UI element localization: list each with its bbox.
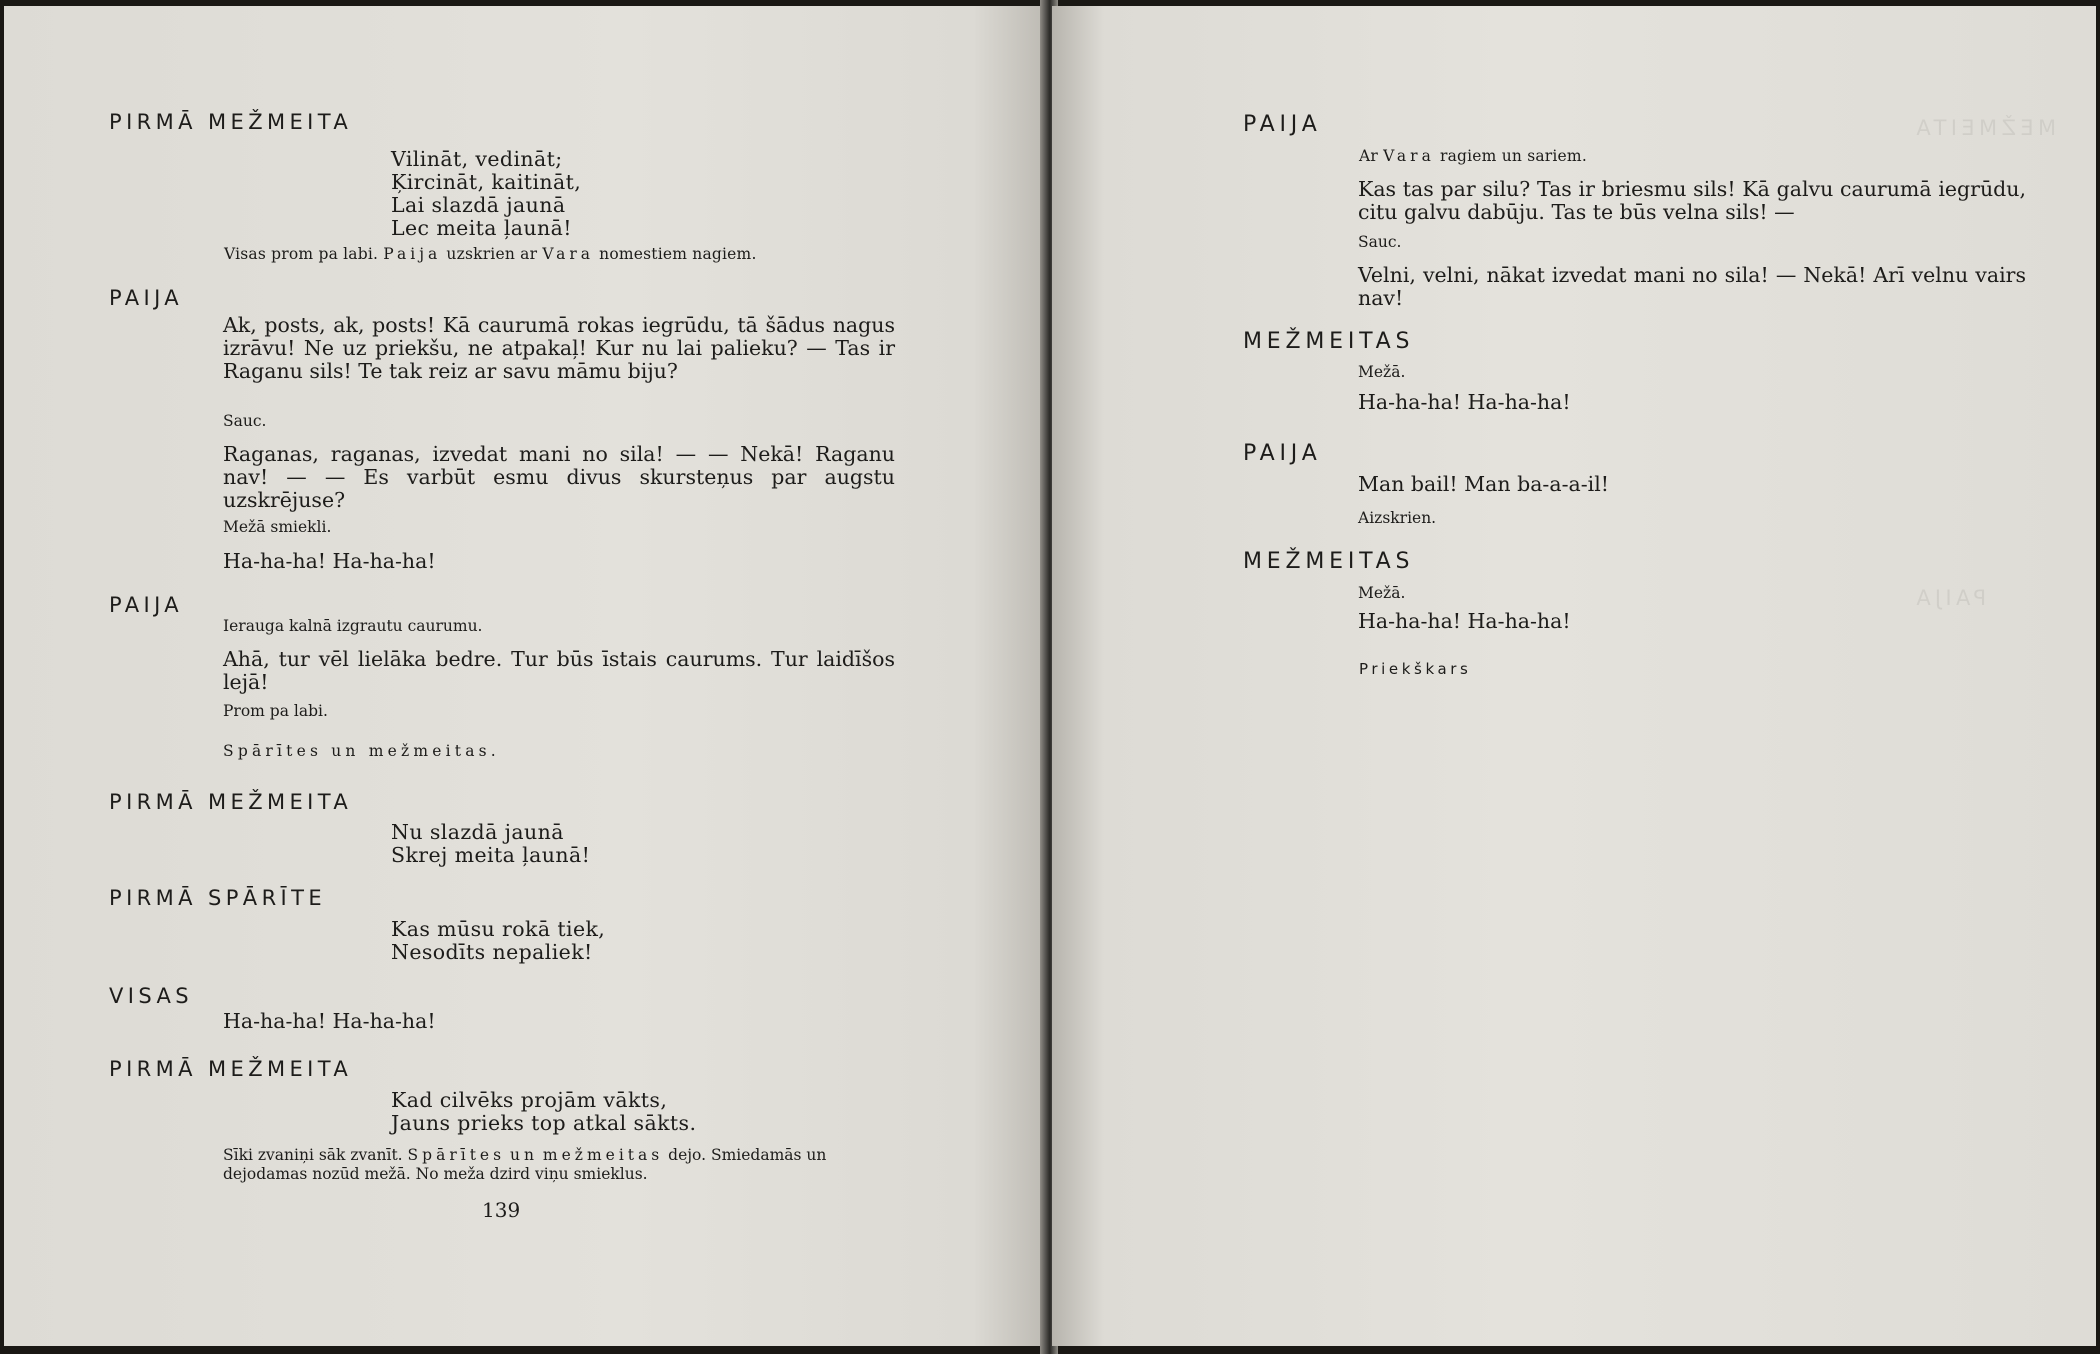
page-number: 139: [482, 1198, 521, 1222]
verse-lines: [391, 821, 590, 867]
curtain-heading: Priekškars: [1359, 660, 1472, 678]
speaker-name: PAIJA: [1243, 112, 1322, 137]
verse-lines: [391, 918, 605, 964]
show-through: PAIJA: [1912, 586, 1987, 610]
stage-direction: Ar Vara ragiem un sariem.: [1359, 147, 1587, 165]
verse-line: Skrej meita ļaunā!: [391, 843, 591, 867]
speaker-name: PAIJA: [109, 593, 184, 617]
verse-line: Nu slazdā jaunā: [391, 820, 564, 844]
stage-direction: Prom pa labi.: [223, 702, 328, 720]
verse-line: Jauns prieks top atkal sākts.: [391, 1111, 697, 1135]
stage-direction: Visas prom pa labi. Paija uzskrien ar Vara nomestiem nagiem.: [224, 245, 757, 263]
right-page: [1052, 6, 2096, 1346]
stage-direction: Mežā smiekli.: [223, 518, 332, 536]
dialogue-text: Raganas, raganas, izvedat mani no sila! — — Nekā! Raganu nav! — — Es varbūt esmu divus skursteņus par augstu uzskrējuse?: [223, 442, 895, 512]
speaker-name: VISAS: [109, 984, 193, 1008]
show-through: MEŽMEITA: [1912, 116, 2057, 140]
dialogue-text: Ahā, tur vēl lielāka bedre. Tur būs īstais caurums. Tur laidīšos lejā!: [223, 647, 895, 694]
speaker-name: PIRMĀ MEŽMEITA: [109, 110, 353, 134]
stage-direction: Mežā.: [1358, 584, 1406, 602]
dialogue-text: Ha-ha-ha! Ha-ha-ha!: [1358, 390, 1571, 414]
speaker-name: PAIJA: [109, 286, 184, 310]
stage-direction: Sīki zvaniņi sāk zvanīt. Spārītes un mežmeitas dejo. Smiedamās un dejodamas nozūd mežā. No meža dzird viņu smieklus.: [223, 1146, 827, 1183]
verse-line: Vilināt, vedināt;: [391, 147, 563, 171]
speaker-name: MEŽMEITAS: [1243, 549, 1415, 574]
verse-line: Nesodīts nepaliek!: [391, 940, 593, 964]
verse-lines: [391, 1089, 696, 1135]
dialogue-text: Kas tas par silu? Tas ir briesmu sils! Kā galvu caurumā iegrūdu, citu galvu dabūju. Tas te būs velna sils! —: [1358, 177, 2026, 224]
dialogue-text: Man bail! Man ba-a-a-il!: [1358, 472, 1609, 496]
speaker-name: PIRMĀ SPĀRĪTE: [109, 886, 327, 910]
stage-direction: Sauc.: [223, 412, 267, 430]
speaker-name: PIRMĀ MEŽMEITA: [109, 790, 353, 814]
speaker-name: PAIJA: [1243, 441, 1322, 466]
dialogue-text: Ha-ha-ha! Ha-ha-ha!: [1358, 609, 1571, 633]
verse-lines: [391, 148, 581, 240]
dialogue-text: Ha-ha-ha! Ha-ha-ha!: [223, 549, 436, 573]
dialogue-text: Velni, velni, nākat izvedat mani no sila! — Nekā! Arī velnu vairs nav!: [1358, 263, 2026, 310]
stage-direction: Aizskrien.: [1358, 509, 1437, 527]
dialogue-text: Ha-ha-ha! Ha-ha-ha!: [223, 1009, 436, 1033]
stage-direction: Mežā.: [1358, 363, 1406, 381]
speaker-name: PIRMĀ MEŽMEITA: [109, 1057, 353, 1081]
left-page: [4, 6, 1046, 1346]
verse-line: Lec meita ļaunā!: [391, 216, 572, 240]
speaker-name: MEŽMEITAS: [1243, 329, 1415, 354]
dialogue-text: Ak, posts, ak, posts! Kā caurumā rokas iegrūdu, tā šādus nagus izrāvu! Ne uz priekšu, ne atpakaļ! Kur nu lai palieku? — Tas ir Raganu sils! Te tak reiz ar savu māmu biju?: [223, 313, 895, 383]
stage-direction: Ierauga kalnā izgrautu caurumu.: [223, 617, 483, 635]
verse-line: Lai slazdā jaunā: [391, 193, 566, 217]
verse-line: Kad cilvēks projām vākts,: [391, 1088, 668, 1112]
stage-direction: Sauc.: [1358, 233, 1402, 251]
scene-heading: Spārītes un mežmeitas.: [223, 742, 500, 760]
verse-line: Ķircināt, kaitināt,: [391, 170, 582, 194]
verse-line: Kas mūsu rokā tiek,: [391, 917, 606, 941]
